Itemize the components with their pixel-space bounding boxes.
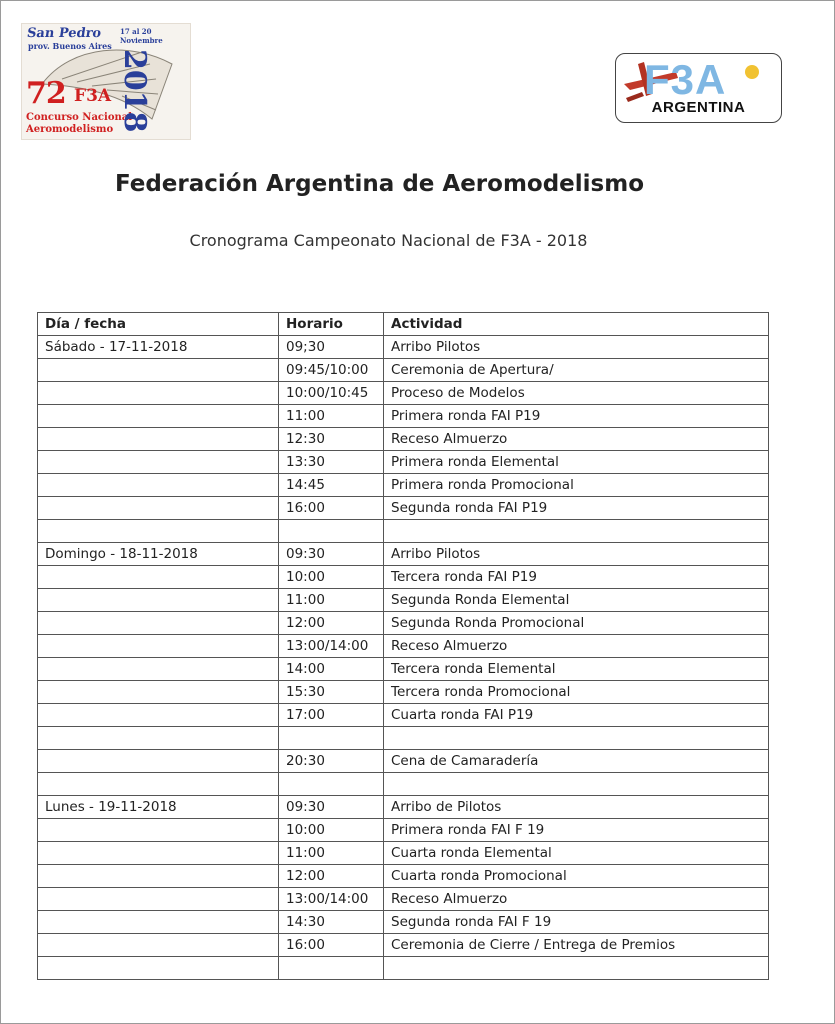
- table-row: [38, 727, 769, 750]
- activity-cell: Segunda ronda FAI F 19: [384, 911, 769, 934]
- time-cell: 12:00: [279, 865, 384, 888]
- activity-cell: Segunda Ronda Elemental: [384, 589, 769, 612]
- activity-cell: Receso Almuerzo: [384, 428, 769, 451]
- time-cell: 13:30: [279, 451, 384, 474]
- activity-cell: Segunda Ronda Promocional: [384, 612, 769, 635]
- time-cell: [279, 727, 384, 750]
- activity-cell: Arribo de Pilotos: [384, 796, 769, 819]
- event-poster-logo: [21, 23, 191, 140]
- header-day-date: Día / fecha: [38, 313, 279, 336]
- activity-cell: Proceso de Modelos: [384, 382, 769, 405]
- activity-cell: Primera ronda Promocional: [384, 474, 769, 497]
- day-date-cell: [38, 842, 279, 865]
- activity-cell: Arribo Pilotos: [384, 336, 769, 359]
- table-row: [38, 428, 769, 451]
- table-row: [38, 842, 769, 865]
- poster-year: 2018: [117, 49, 152, 133]
- table-row: [38, 681, 769, 704]
- time-cell: 14:45: [279, 474, 384, 497]
- time-cell: 09:30: [279, 543, 384, 566]
- table-row: [38, 957, 769, 980]
- time-cell: 10:00/10:45: [279, 382, 384, 405]
- activity-cell: Tercera ronda Elemental: [384, 658, 769, 681]
- time-cell: [279, 520, 384, 543]
- table-row: [38, 796, 769, 819]
- table-row: [38, 566, 769, 589]
- time-cell: 12:00: [279, 612, 384, 635]
- page-title: Federación Argentina de Aeromodelismo: [114, 171, 645, 197]
- day-date-cell: [38, 359, 279, 382]
- activity-cell: Ceremonia de Cierre / Entrega de Premios: [384, 934, 769, 957]
- activity-cell: Cena de Camaradería: [384, 750, 769, 773]
- day-date-cell: [38, 888, 279, 911]
- page-subtitle: Cronograma Campeonato Nacional de F3A - 2018: [189, 231, 588, 250]
- table-row: [38, 612, 769, 635]
- day-date-cell: [38, 911, 279, 934]
- activity-cell: Ceremonia de Apertura/: [384, 359, 769, 382]
- time-cell: 15:30: [279, 681, 384, 704]
- activity-cell: Tercera ronda FAI P19: [384, 566, 769, 589]
- day-date-cell: [38, 727, 279, 750]
- activity-cell: Segunda ronda FAI P19: [384, 497, 769, 520]
- schedule-body: [38, 336, 769, 980]
- table-row: [38, 911, 769, 934]
- day-date-cell: [38, 750, 279, 773]
- table-row: [38, 773, 769, 796]
- day-date-cell: [38, 428, 279, 451]
- time-cell: 14:30: [279, 911, 384, 934]
- table-row: [38, 474, 769, 497]
- activity-cell: Receso Almuerzo: [384, 635, 769, 658]
- activity-cell: Arribo Pilotos: [384, 543, 769, 566]
- time-cell: [279, 957, 384, 980]
- time-cell: 17:00: [279, 704, 384, 727]
- activity-cell: Receso Almuerzo: [384, 888, 769, 911]
- table-row: [38, 497, 769, 520]
- time-cell: 13:00/14:00: [279, 635, 384, 658]
- time-cell: 16:00: [279, 934, 384, 957]
- table-row: [38, 405, 769, 428]
- activity-cell: [384, 727, 769, 750]
- table-row: [38, 382, 769, 405]
- activity-cell: Primera ronda Elemental: [384, 451, 769, 474]
- day-date-cell: Lunes - 19-11-2018: [38, 796, 279, 819]
- table-row: [38, 359, 769, 382]
- activity-cell: Tercera ronda Promocional: [384, 681, 769, 704]
- poster-category: F3A: [74, 86, 112, 106]
- table-row: [38, 520, 769, 543]
- day-date-cell: [38, 474, 279, 497]
- table-row: [38, 635, 769, 658]
- time-cell: 11:00: [279, 589, 384, 612]
- table-row: [38, 658, 769, 681]
- table-row: [38, 865, 769, 888]
- day-date-cell: [38, 497, 279, 520]
- activity-cell: [384, 957, 769, 980]
- time-cell: 20:30: [279, 750, 384, 773]
- table-row: [38, 704, 769, 727]
- time-cell: 16:00: [279, 497, 384, 520]
- day-date-cell: [38, 773, 279, 796]
- time-cell: 11:00: [279, 405, 384, 428]
- table-header-row: [38, 313, 769, 336]
- time-cell: [279, 773, 384, 796]
- table-row: [38, 451, 769, 474]
- sun-icon: [745, 65, 759, 79]
- day-date-cell: [38, 566, 279, 589]
- time-cell: 14:00: [279, 658, 384, 681]
- poster-edition-number: 72: [26, 76, 66, 111]
- table-row: [38, 934, 769, 957]
- table-row: [38, 336, 769, 359]
- time-cell: 11:00: [279, 842, 384, 865]
- poster-dates: 17 al 20 Noviembre: [120, 27, 163, 45]
- time-cell: 09:45/10:00: [279, 359, 384, 382]
- poster-province: prov. Buenos Aires: [28, 41, 112, 51]
- day-date-cell: [38, 451, 279, 474]
- time-cell: 12:30: [279, 428, 384, 451]
- day-date-cell: [38, 934, 279, 957]
- activity-cell: Cuarta ronda Elemental: [384, 842, 769, 865]
- day-date-cell: Sábado - 17-11-2018: [38, 336, 279, 359]
- activity-cell: Cuarta ronda FAI P19: [384, 704, 769, 727]
- time-cell: 13:00/14:00: [279, 888, 384, 911]
- time-cell: 09:30: [279, 796, 384, 819]
- day-date-cell: [38, 635, 279, 658]
- activity-cell: Primera ronda FAI P19: [384, 405, 769, 428]
- day-date-cell: [38, 658, 279, 681]
- f3a-argentina-logo: [615, 53, 782, 123]
- table-row: [38, 589, 769, 612]
- activity-cell: [384, 520, 769, 543]
- header-time: Horario: [279, 313, 384, 336]
- table-row: [38, 543, 769, 566]
- table-row: [38, 750, 769, 773]
- day-date-cell: [38, 589, 279, 612]
- day-date-cell: [38, 520, 279, 543]
- day-date-cell: [38, 612, 279, 635]
- day-date-cell: Domingo - 18-11-2018: [38, 543, 279, 566]
- day-date-cell: [38, 681, 279, 704]
- poster-event-name: Concurso Nacional Aeromodelismo: [26, 112, 133, 135]
- poster-location: San Pedro: [25, 26, 103, 41]
- time-cell: 10:00: [279, 819, 384, 842]
- header-activity: Actividad: [384, 313, 769, 336]
- day-date-cell: [38, 957, 279, 980]
- table-row: [38, 819, 769, 842]
- day-date-cell: [38, 704, 279, 727]
- activity-cell: Cuarta ronda Promocional: [384, 865, 769, 888]
- day-date-cell: [38, 819, 279, 842]
- f3a-mark: F3A: [644, 56, 727, 103]
- day-date-cell: [38, 865, 279, 888]
- day-date-cell: [38, 405, 279, 428]
- schedule-table: [37, 312, 769, 980]
- time-cell: 10:00: [279, 566, 384, 589]
- f3a-country: ARGENTINA: [651, 99, 746, 116]
- time-cell: 09;30: [279, 336, 384, 359]
- activity-cell: [384, 773, 769, 796]
- table-row: [38, 888, 769, 911]
- day-date-cell: [38, 382, 279, 405]
- activity-cell: Primera ronda FAI F 19: [384, 819, 769, 842]
